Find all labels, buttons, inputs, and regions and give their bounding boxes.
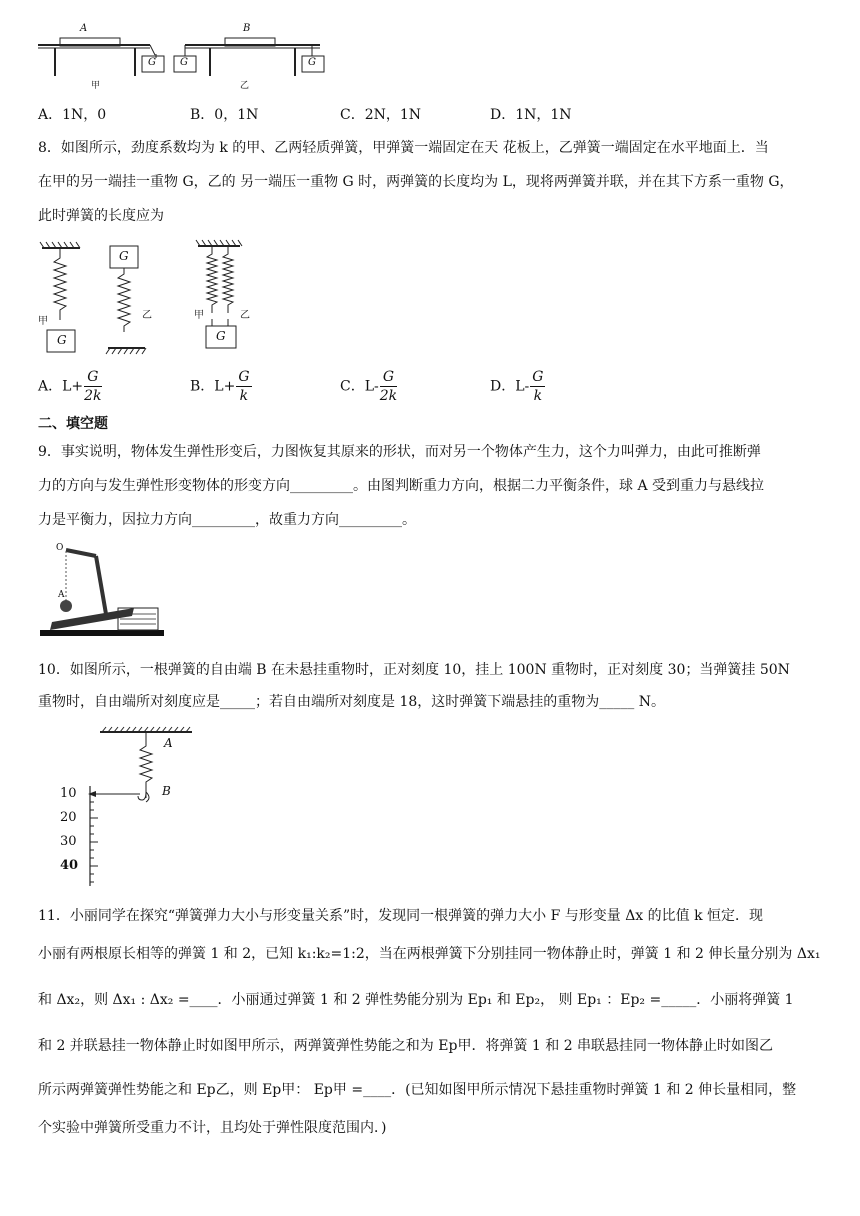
q9-text-line2: 力的方向与发生弹性形变物体的形变方向_________。由图判断重力方向，根据二力平衡条件，球 A 受到重力与悬线拉 (38, 478, 765, 494)
q8-fig-jia-2: 甲 (194, 310, 204, 321)
q9-fig-o: O (56, 543, 64, 553)
q11-text-line1: 11．小丽同学在探究“弹簧弹力大小与形变量关系”时，发现同一根弹簧的弹力大小 F 与形变量 Δx 的比值 k 恒定．现 (38, 908, 764, 924)
q8-text-line3: 此时弹簧的长度应为 (38, 208, 164, 224)
q9-text-line3: 力是平衡力，因拉力方向_________，故重力方向_________。 (38, 512, 416, 528)
q10-fig-a: A (164, 736, 173, 750)
fraction-numerator: G (380, 368, 397, 387)
q8-option-c (340, 368, 397, 405)
fraction-denominator: k (533, 388, 543, 404)
fraction-denominator: k (239, 388, 249, 404)
q9-fig-a: A (58, 590, 65, 600)
q11-text-line5: 所示两弹簧弹性势能之和 Ep乙，则 Ep甲： Ep甲 =____．(已知如图甲所示情况下悬挂重物时弹簧 1 和 2 伸长量相同，整 (38, 1082, 797, 1098)
fraction-numerator: G (84, 368, 101, 387)
q7-option-b: B．0，1N (190, 107, 259, 123)
q8-fig-g-1: G (57, 333, 67, 347)
q8-option-b (190, 368, 252, 405)
q8-option-b-fraction (236, 368, 251, 405)
q8-fig-jia: 甲 (38, 316, 48, 327)
section-heading: 二、填空题 (38, 416, 108, 432)
q11-text-line6: 个实验中弹簧所受重力不计，且均处于弹性限度范围内．) (38, 1120, 387, 1136)
q10-text-line1: 10．如图所示，一根弹簧的自由端 B 在未悬挂重物时，正对刻度 10，挂上 100N 重物时，正对刻度 30；当弹簧挂 50N (38, 662, 790, 678)
q8-text-line1: 8．如图所示，劲度系数均为 k 的甲、乙两轻质弹簧，甲弹簧一端固定在天 花板上，乙弹簧一端固定在水平地面上．当 (38, 140, 769, 156)
q8-option-a-fraction (84, 368, 101, 405)
q8-fig-g-3: G (216, 329, 226, 343)
q10-fig-b: B (162, 784, 171, 798)
q10-tick-20: 20 (60, 810, 77, 825)
q9-pendulum-figure (0, 542, 200, 642)
q8-option-b-prefix: B．L+ (190, 378, 236, 395)
fraction-numerator: G (238, 369, 250, 385)
q11-text-line2: 小丽有两根原长相等的弹簧 1 和 2，已知 k₁:k₂=1:2，当在两根弹簧下分别挂同一物体静止时，弹簧 1 和 2 伸长量分别为 Δx₁ (38, 946, 821, 962)
q10-tick-10: 10 (60, 786, 77, 801)
q8-fig-g-2: G (119, 249, 129, 263)
q8-option-d-prefix: D．L- (490, 378, 530, 395)
fraction-numerator: G (532, 369, 544, 385)
q10-text-line2: 重物时，自由端所对刻度应是_____；若自由端所对刻度是 18，这时弹簧下端悬挂的重物为_____ N。 (38, 694, 665, 710)
q8-springs-figure (0, 238, 300, 368)
q8-option-a (38, 368, 102, 405)
q7-option-d: D．1N，1N (490, 107, 572, 123)
fraction-denominator: 2k (379, 388, 398, 404)
q10-spring-scale-figure (0, 726, 220, 896)
fig-label-yi: 乙 (240, 81, 250, 91)
q9-text-line1: 9．事实说明，物体发生弹性形变后，力图恢复其原来的形状，而对另一个物体产生力，这个力叫弹力，由此可推断弹 (38, 444, 761, 460)
weight-g-1: G (148, 57, 156, 68)
q8-fig-yi-2: 乙 (240, 310, 250, 321)
q7-option-c: C．2N，1N (340, 107, 422, 123)
q8-option-c-prefix: C．L- (340, 378, 379, 395)
q8-option-a-prefix: A．L+ (38, 378, 84, 395)
q8-option-d-fraction (530, 368, 545, 405)
q7-option-a: A．1N，0 (38, 107, 107, 123)
fig-label-b: B (243, 23, 251, 34)
q11-text-line4: 和 2 并联悬挂一物体静止时如图甲所示，两弹簧弹性势能之和为 Ep甲．将弹簧 1 和 2 串联悬挂同一物体静止时如图乙 (38, 1038, 774, 1054)
fraction-denominator: 2k (84, 388, 102, 404)
q10-tick-40: 40 (60, 858, 79, 873)
q8-fig-yi-1: 乙 (142, 310, 152, 321)
q11-text-line3: 和 Δx₂，则 Δx₁ : Δx₂ =____．小丽通过弹簧 1 和 2 弹性势能分别为 Ep₁ 和 Ep₂， 则 Ep₁ ：Ep₂ =_____．小丽将弹簧 1 (38, 992, 794, 1008)
q8-option-c-fraction (380, 368, 397, 405)
q8-option-d (490, 368, 545, 405)
top-apparatus-figure (0, 0, 860, 90)
weight-g-2: G (180, 57, 188, 68)
q10-tick-30: 30 (60, 834, 77, 849)
fig-label-jia: 甲 (91, 81, 101, 91)
weight-g-3: G (308, 57, 316, 68)
q8-text-line2: 在甲的另一端挂一重物 G，乙的 另一端压一重物 G 时，两弹簧的长度均为 L，现将两弹簧并联，并在其下方系一重物 G， (38, 174, 794, 190)
fig-label-a: A (80, 23, 88, 34)
